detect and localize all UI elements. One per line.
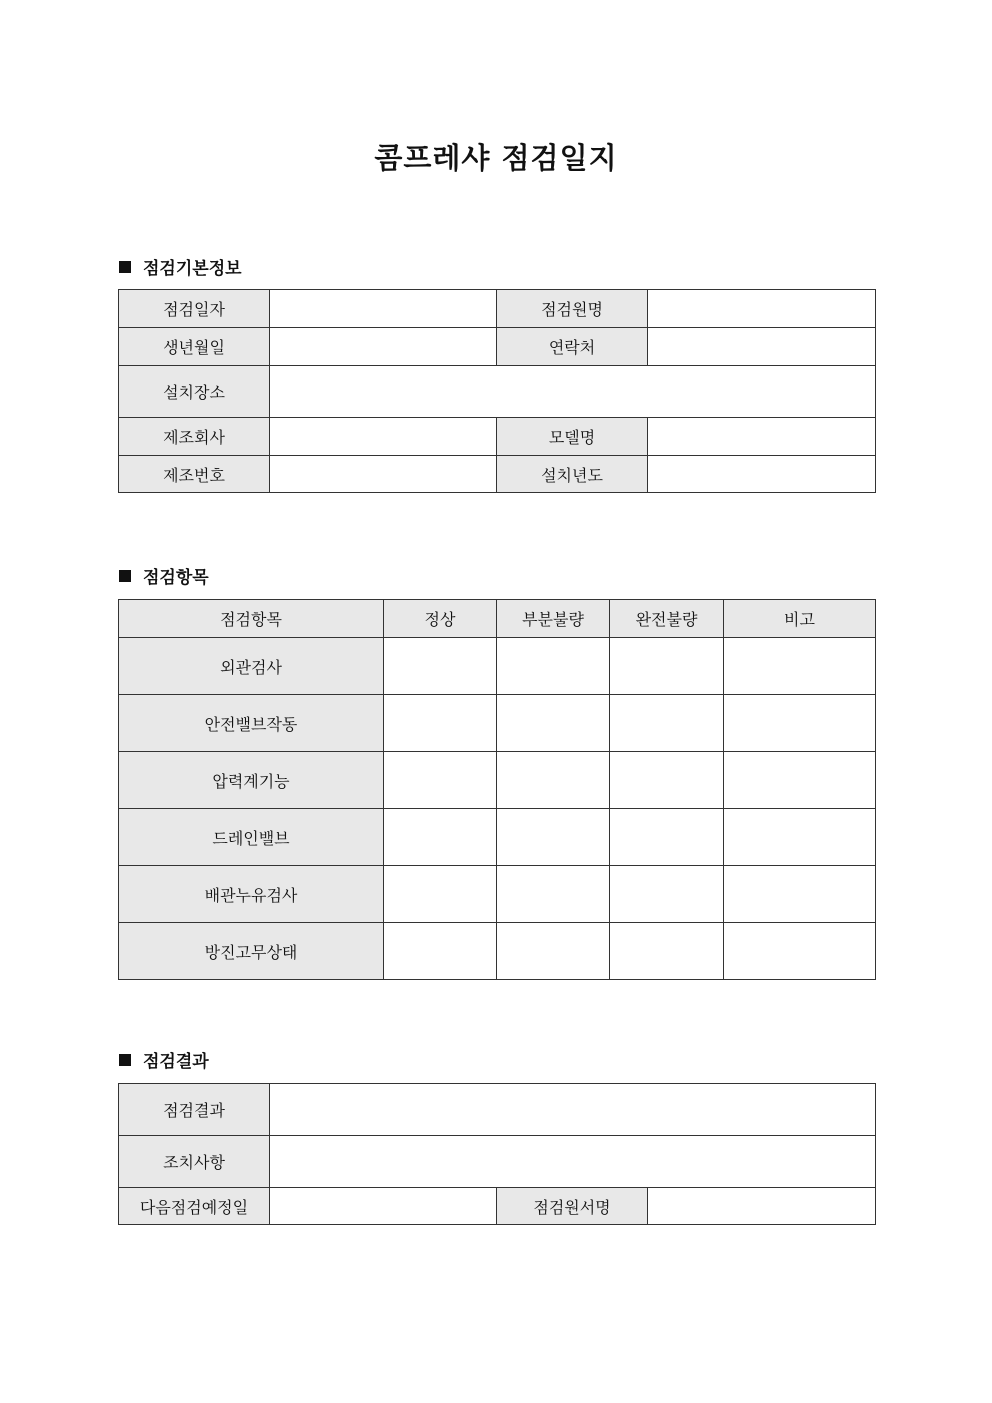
remarks-cell[interactable] [724, 638, 876, 695]
normal-check-cell[interactable] [384, 638, 497, 695]
item-label-vibration-rubber: 방진고무상태 [119, 923, 384, 980]
partial-defect-check-cell[interactable] [497, 923, 610, 980]
basic-info-table [118, 289, 876, 493]
item-label-exterior: 외관검사 [119, 638, 384, 695]
normal-check-cell[interactable] [384, 752, 497, 809]
item-label-pressure-gauge: 압력계기능 [119, 752, 384, 809]
install-year-field[interactable] [648, 456, 876, 493]
label-install-location: 설치장소 [119, 366, 270, 418]
remarks-cell[interactable] [724, 809, 876, 866]
table-row [119, 866, 876, 923]
full-defect-check-cell[interactable] [610, 752, 724, 809]
square-bullet-icon [119, 570, 131, 582]
column-header-normal: 정상 [384, 600, 497, 638]
label-inspector-name: 점검원명 [497, 290, 648, 328]
label-inspection-result: 점검결과 [119, 1084, 270, 1136]
serial-number-field[interactable] [270, 456, 497, 493]
document-title: 콤프레샤 점검일지 [374, 141, 618, 175]
section-heading-result-text: 점검결과 [143, 1052, 209, 1072]
inspection-date-field[interactable] [270, 290, 497, 328]
full-defect-check-cell[interactable] [610, 809, 724, 866]
remarks-cell[interactable] [724, 695, 876, 752]
table-row [119, 456, 876, 493]
birth-date-field[interactable] [270, 328, 497, 366]
inspector-name-field[interactable] [648, 290, 876, 328]
label-contact: 연락처 [497, 328, 648, 366]
label-next-inspection-date: 다음점검예정일 [119, 1188, 270, 1225]
section-heading-result [119, 1047, 209, 1072]
contact-field[interactable] [648, 328, 876, 366]
item-label-safety-valve: 안전밸브작동 [119, 695, 384, 752]
table-row [119, 923, 876, 980]
partial-defect-check-cell[interactable] [497, 752, 610, 809]
remarks-cell[interactable] [724, 866, 876, 923]
table-row [119, 1084, 876, 1136]
manufacturer-field[interactable] [270, 418, 497, 456]
partial-defect-check-cell[interactable] [497, 638, 610, 695]
next-inspection-date-field[interactable] [270, 1188, 497, 1225]
remarks-cell[interactable] [724, 923, 876, 980]
full-defect-check-cell[interactable] [610, 638, 724, 695]
table-row [119, 695, 876, 752]
table-row [119, 752, 876, 809]
table-row [119, 809, 876, 866]
normal-check-cell[interactable] [384, 923, 497, 980]
label-install-year: 설치년도 [497, 456, 648, 493]
table-header-row [119, 600, 876, 638]
label-inspector-signature: 점검원서명 [497, 1188, 648, 1225]
table-row [119, 328, 876, 366]
install-location-field[interactable] [270, 366, 876, 418]
column-header-remarks: 비고 [724, 600, 876, 638]
column-header-item: 점검항목 [119, 600, 384, 638]
partial-defect-check-cell[interactable] [497, 866, 610, 923]
label-birth-date: 생년월일 [119, 328, 270, 366]
normal-check-cell[interactable] [384, 866, 497, 923]
table-row [119, 290, 876, 328]
section-heading-items [119, 563, 209, 588]
normal-check-cell[interactable] [384, 695, 497, 752]
table-row [119, 366, 876, 418]
normal-check-cell[interactable] [384, 809, 497, 866]
label-inspection-date: 점검일자 [119, 290, 270, 328]
section-heading-basic [119, 254, 242, 279]
column-header-full-defect: 완전불량 [610, 600, 724, 638]
actions-taken-field[interactable] [270, 1136, 876, 1188]
partial-defect-check-cell[interactable] [497, 695, 610, 752]
table-row [119, 638, 876, 695]
table-row [119, 418, 876, 456]
full-defect-check-cell[interactable] [610, 866, 724, 923]
inspection-items-table [118, 599, 876, 980]
label-serial-number: 제조번호 [119, 456, 270, 493]
column-header-partial-defect: 부분불량 [497, 600, 610, 638]
label-model-name: 모델명 [497, 418, 648, 456]
inspection-result-field[interactable] [270, 1084, 876, 1136]
partial-defect-check-cell[interactable] [497, 809, 610, 866]
item-label-pipe-leak: 배관누유검사 [119, 866, 384, 923]
label-actions-taken: 조치사항 [119, 1136, 270, 1188]
item-label-drain-valve: 드레인밸브 [119, 809, 384, 866]
remarks-cell[interactable] [724, 752, 876, 809]
square-bullet-icon [119, 261, 131, 273]
label-manufacturer: 제조회사 [119, 418, 270, 456]
inspection-result-table [118, 1083, 876, 1225]
square-bullet-icon [119, 1054, 131, 1066]
table-row [119, 1188, 876, 1225]
section-heading-items-text: 점검항목 [143, 568, 209, 588]
inspector-signature-field[interactable] [648, 1188, 876, 1225]
section-heading-basic-text: 점검기본정보 [143, 259, 242, 279]
full-defect-check-cell[interactable] [610, 923, 724, 980]
model-name-field[interactable] [648, 418, 876, 456]
full-defect-check-cell[interactable] [610, 695, 724, 752]
table-row [119, 1136, 876, 1188]
